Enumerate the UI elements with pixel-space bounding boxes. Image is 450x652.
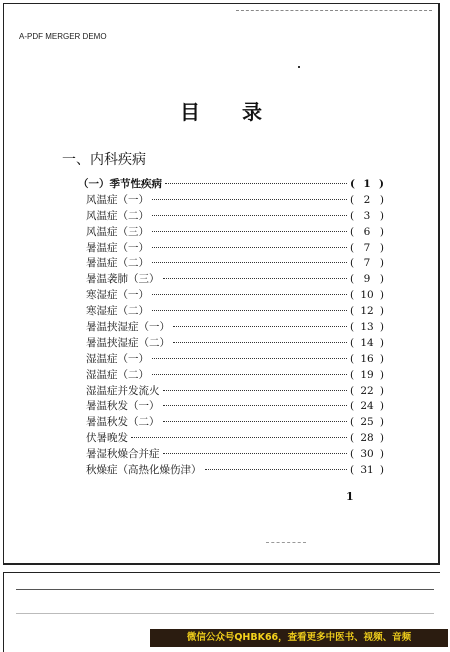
paren-open: (	[350, 432, 355, 445]
paren-close: )	[379, 336, 384, 349]
toc-entry-label: 湿温症并发流火	[86, 384, 160, 397]
toc-entry-label: （一）季节性疾病	[78, 178, 162, 190]
toc-entry-page	[350, 321, 384, 333]
dot-leader	[152, 215, 347, 216]
toc-entry-label: 暑温秋发（二）	[86, 416, 160, 429]
toc-entry	[74, 303, 384, 319]
toc-entry-label: 湿温症（一）	[86, 352, 149, 365]
toc-page-value: 2	[363, 193, 371, 206]
dot-leader	[163, 278, 348, 279]
toc-title: 目录	[180, 100, 304, 124]
document-page	[3, 3, 440, 565]
section-heading: 一、内科疾病	[62, 152, 146, 168]
toc-entry-page	[350, 178, 384, 190]
page-number: 1	[346, 490, 354, 503]
paren-open: (	[350, 368, 355, 381]
toc-entry	[74, 271, 384, 287]
toc-entry-label: 风温症（三）	[86, 225, 149, 238]
toc-entry	[74, 383, 384, 399]
toc-entry-page	[350, 242, 384, 254]
toc-entry	[74, 240, 384, 256]
toc-page-value: 3	[363, 209, 371, 222]
toc-page-value: 31	[360, 464, 374, 477]
toc-entry-label: 伏暑晚发	[86, 432, 128, 445]
paren-open: (	[350, 448, 355, 461]
toc-entry	[74, 208, 384, 224]
toc-entry-page	[350, 432, 384, 444]
watermark-text: A-PDF MERGER DEMO	[19, 32, 107, 41]
toc-page-value: 12	[360, 305, 374, 318]
toc-entry-page	[350, 337, 384, 349]
paren-open: (	[350, 257, 355, 270]
toc-entry-label: 风温症（一）	[86, 193, 149, 206]
paren-open: (	[350, 193, 355, 206]
toc-entry-label: 风温症（二）	[86, 209, 149, 222]
toc-entry	[74, 446, 384, 462]
paren-open: (	[350, 178, 355, 190]
dot-leader	[205, 469, 348, 470]
paren-open: (	[350, 289, 355, 302]
toc-page-value: 16	[360, 352, 374, 365]
dot-leader	[152, 231, 347, 232]
toc-entry-page	[350, 305, 384, 317]
toc-page-value: 7	[363, 241, 371, 254]
toc-page-value: 14	[360, 336, 374, 349]
paren-close: )	[379, 209, 384, 222]
toc-entry-page	[350, 210, 384, 222]
toc-entry-label: 暑湿秋燥合并症	[86, 448, 160, 461]
dot-leader	[163, 421, 348, 422]
paren-close: )	[379, 193, 384, 206]
dot-leader	[152, 358, 347, 359]
toc-entry-label: 秋燥症（高热化燥伤津）	[86, 464, 202, 477]
paren-close: )	[379, 352, 384, 365]
promo-banner: 微信公众号QHBK66，查看更多中医书、视频、音频	[150, 629, 448, 647]
toc-entry	[74, 224, 384, 240]
paren-close: )	[379, 416, 384, 429]
toc-page-value: 13	[360, 321, 374, 334]
toc-entry	[74, 367, 384, 383]
toc-entry-page	[350, 464, 384, 476]
toc-entry-label: 暑温症（一）	[86, 241, 149, 254]
toc-entry	[74, 430, 384, 446]
dot-leader	[152, 262, 347, 263]
dot-leader	[131, 437, 347, 438]
toc-page-value: 30	[360, 448, 374, 461]
toc-entry-page	[350, 416, 384, 428]
toc-entry-page	[350, 369, 384, 381]
toc-page-value: 6	[363, 225, 371, 238]
paren-open: (	[350, 209, 355, 222]
paren-close: )	[379, 225, 384, 238]
toc-page-value: 10	[360, 289, 374, 302]
paren-open: (	[350, 416, 355, 429]
paren-close: )	[379, 289, 384, 302]
paren-open: (	[350, 400, 355, 413]
toc-entry	[74, 335, 384, 351]
toc-page-value: 1	[363, 178, 371, 190]
toc-entry	[74, 414, 384, 430]
toc-page-value: 22	[360, 384, 374, 397]
toc-entry-page	[350, 353, 384, 365]
toc-page-value: 9	[363, 273, 371, 286]
toc-entry	[74, 398, 384, 414]
dot-leader	[165, 183, 347, 184]
dot-leader	[152, 310, 347, 311]
toc-entry-label: 寒湿症（二）	[86, 305, 149, 318]
dot-leader	[163, 405, 348, 406]
toc-entry	[74, 192, 384, 208]
paren-open: (	[350, 225, 355, 238]
dot-leader	[163, 453, 348, 454]
toc-entry	[74, 351, 384, 367]
toc-page-value: 25	[360, 416, 374, 429]
toc-entry-page	[350, 448, 384, 460]
toc-entry-page	[350, 194, 384, 206]
paren-open: (	[350, 273, 355, 286]
paren-close: )	[379, 400, 384, 413]
toc-page-value: 24	[360, 400, 374, 413]
paren-open: (	[350, 464, 355, 477]
top-dashed-rule	[236, 10, 432, 11]
toc-entry-label: 暑温挟湿症（二）	[86, 336, 170, 349]
paren-close: )	[379, 368, 384, 381]
toc-entry	[74, 462, 384, 478]
toc-entry	[74, 319, 384, 335]
toc-entry-label: 暑温秋发（一）	[86, 400, 160, 413]
toc-entry-page	[350, 385, 384, 397]
paren-close: )	[379, 464, 384, 477]
toc-page-value: 19	[360, 368, 374, 381]
toc-entry-label: 暑温挟湿症（一）	[86, 321, 170, 334]
dot-leader	[152, 294, 347, 295]
paren-close: )	[379, 257, 384, 270]
next-page-rule	[16, 589, 434, 590]
toc-entry-page	[350, 273, 384, 285]
paren-open: (	[350, 305, 355, 318]
dot-leader	[173, 326, 347, 327]
toc-entry	[74, 255, 384, 271]
dot-leader	[173, 342, 347, 343]
paren-close: )	[379, 178, 384, 190]
toc-entry	[74, 176, 384, 192]
toc-entry-label: 湿温症（二）	[86, 368, 149, 381]
paren-open: (	[350, 384, 355, 397]
paren-close: )	[379, 384, 384, 397]
paren-close: )	[379, 432, 384, 445]
toc-entry-label: 暑温症（二）	[86, 257, 149, 270]
dot-leader	[152, 247, 347, 248]
toc-entry-page	[350, 257, 384, 269]
paren-close: )	[379, 321, 384, 334]
paren-open: (	[350, 241, 355, 254]
bottom-dashed-rule	[266, 542, 306, 543]
paren-close: )	[379, 241, 384, 254]
toc-entry	[74, 287, 384, 303]
dot-leader	[152, 374, 347, 375]
toc-entry-page	[350, 289, 384, 301]
paren-open: (	[350, 352, 355, 365]
paren-open: (	[350, 321, 355, 334]
paren-close: )	[379, 448, 384, 461]
toc-entry-page	[350, 226, 384, 238]
toc-entry-page	[350, 400, 384, 412]
next-page-rule-light	[16, 613, 434, 614]
paren-open: (	[350, 336, 355, 349]
dot-leader	[163, 390, 348, 391]
dot-leader	[152, 199, 347, 200]
toc-list	[74, 176, 384, 478]
paren-close: )	[379, 273, 384, 286]
toc-page-value: 28	[360, 432, 374, 445]
speck-mark	[298, 66, 300, 68]
toc-entry-label: 暑温袭肺（三）	[86, 273, 160, 286]
toc-entry-label: 寒湿症（一）	[86, 289, 149, 302]
paren-close: )	[379, 305, 384, 318]
toc-page-value: 7	[363, 257, 371, 270]
